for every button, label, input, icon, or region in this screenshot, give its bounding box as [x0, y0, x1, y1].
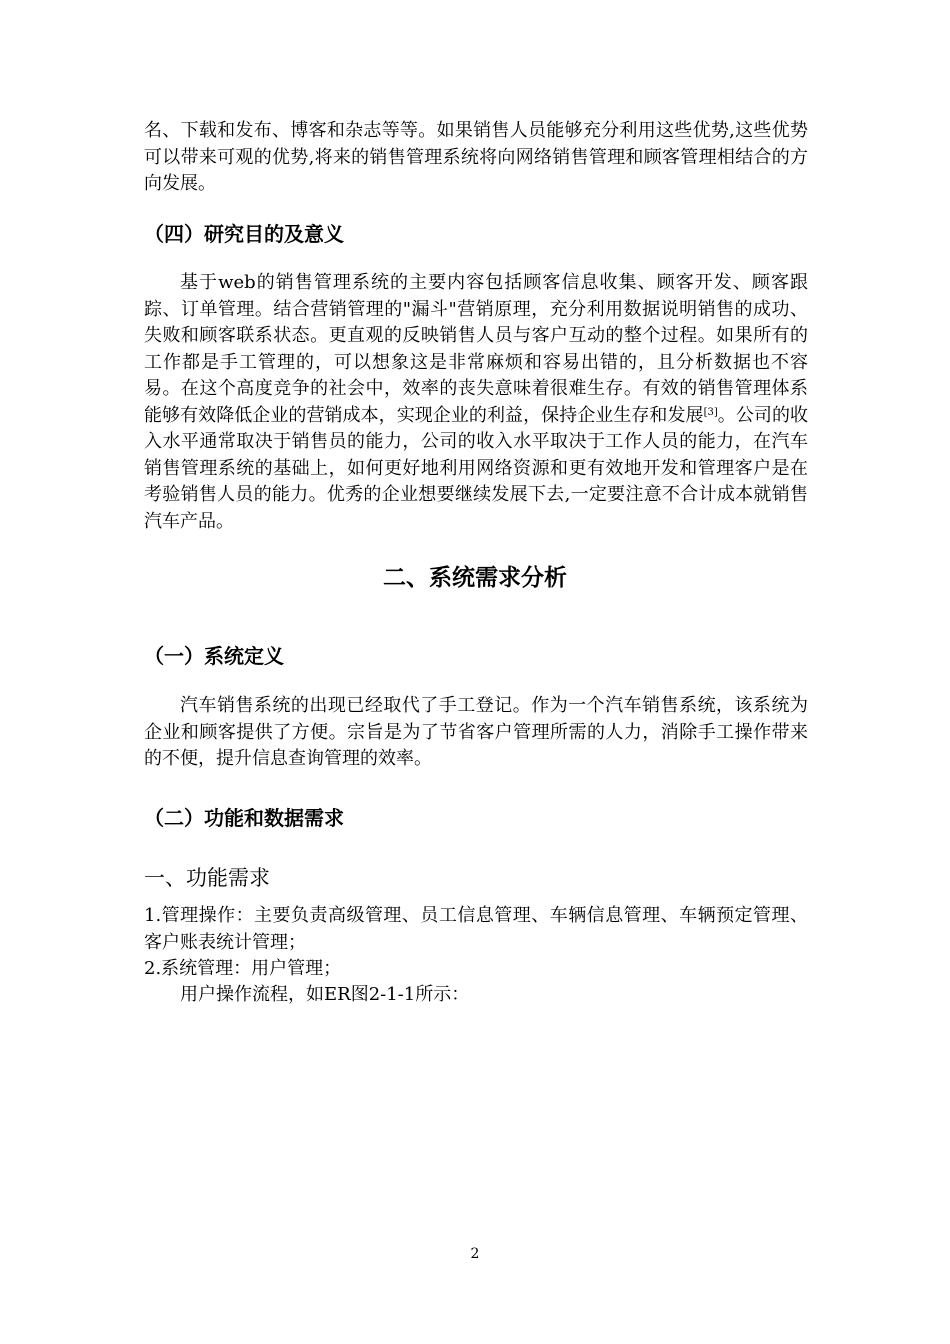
- section-4-text-before: 基于web的销售管理系统的主要内容包括顾客信息收集、顾客开发、顾客跟踪、订单管理。结合营销管理的"漏斗"营销原理，充分利用数据说明销售的成功、失败和顾客联系状态。更直观的反映销售人员与客户互动的整个过程。如果所有的工作都是手工管理的，可以想象这是非常麻烦和容易出错的，且分析数据也不容易。在这个高度竞争的社会中，效率的丧失意味着很难生存。有效的销售管理体系能够有效降低企业的营销成本，实现企业的利益，保持企业生存和发展: [144, 272, 808, 426]
- citation-mark: [3]: [703, 406, 718, 418]
- function-requirements-subheading: 一、功能需求: [144, 866, 270, 890]
- section-4-heading: （四）研究目的及意义: [144, 222, 344, 246]
- list-item-2: 2.系统管理：用户管理；: [144, 958, 342, 979]
- section-4-text-after: 。公司的收入水平通常取决于销售员的能力，公司的收入水平取决于工作人员的能力，在汽车销售管理系统的基础上，如何更好地利用网络资源和更有效地开发和管理客户是在考验销售人员的能力。优秀的企业想要继续发展下去,一定要注意不合计成本就销售汽车产品。: [144, 404, 809, 532]
- page-number: 2: [470, 1246, 480, 1262]
- chapter-title: 二、系统需求分析: [383, 565, 567, 591]
- section-1-heading: （一）系统定义: [144, 644, 284, 668]
- intro-paragraph: 名、下载和发布、博客和杂志等等。如果销售人员能够充分利用这些优势,这些优势可以带来可观的优势,将来的销售管理系统将向网络销售管理和顾客管理相结合的方向发展。: [144, 120, 808, 194]
- flow-reference-text: 用户操作流程，如ER图2-1-1所示：: [180, 984, 470, 1005]
- section-1-paragraph: 汽车销售系统的出现已经取代了手工登记。作为一个汽车销售系统，该系统为企业和顾客提供了方便。宗旨是为了节省客户管理所需的人力，消除手工操作带来的不便，提升信息查询管理的效率。: [144, 695, 808, 769]
- section-2-heading: （二）功能和数据需求: [144, 806, 344, 830]
- section-4-paragraph: [144, 270, 808, 535]
- list-item-1: 1.管理操作：主要负责高级管理、员工信息管理、车辆信息管理、车辆预定管理、客户账表统计管理；: [144, 905, 808, 953]
